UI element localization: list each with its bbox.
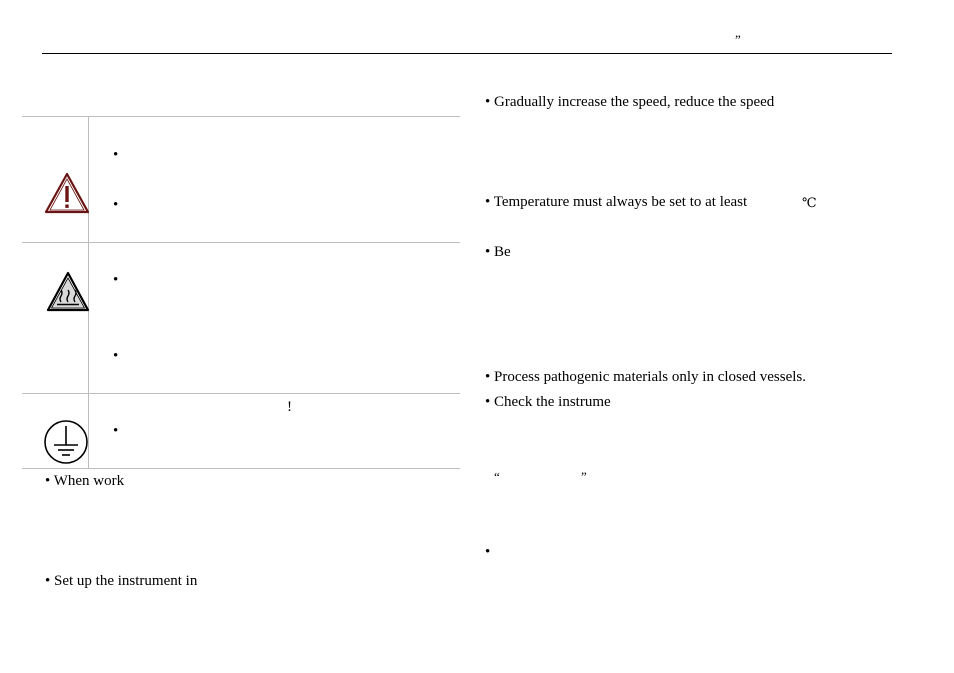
right-item-speed: • Gradually increase the speed, reduce the speed [485,94,775,110]
left-item-setup: • Set up the instrument in [45,573,198,589]
header-rule [42,53,892,54]
open-quote: “ [494,469,500,484]
right-item-be: • Be [485,244,511,260]
right-item-pathogenic: • Process pathogenic materials only in closed vessels. [485,369,807,385]
right-lone-bullet: • [485,544,491,560]
temperature-unit: ℃ [802,195,817,210]
left-item-when-work: • When work [45,473,125,489]
table-bullet: • [113,147,119,163]
protective-earth-icon [42,418,90,466]
close-quote: ” [581,469,587,484]
table-bullet: • [113,197,119,213]
earth-row-exclamation: ! [287,399,292,415]
table-bullet: • [113,272,119,288]
right-item-check: • Check the instrume [485,394,611,410]
table-bottom-rule [22,468,460,469]
hot-surface-icon [46,271,90,313]
table-bullet: • [113,348,119,364]
header-quote-mark: ” [735,32,741,47]
table-bullet: • [113,423,119,439]
right-item-temperature: • Temperature must always be set to at least [485,194,748,210]
general-warning-icon [44,171,90,215]
